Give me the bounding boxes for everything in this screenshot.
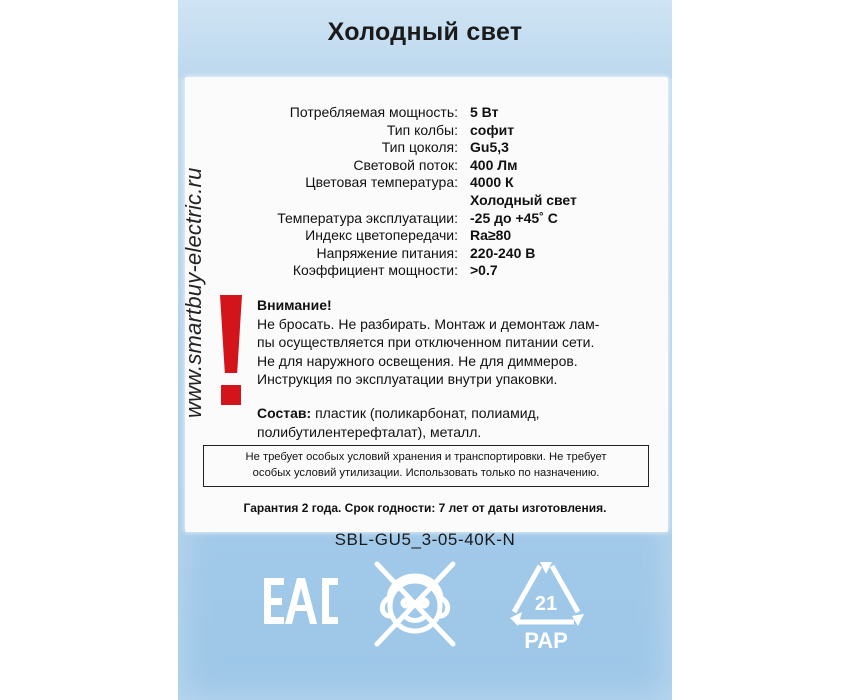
spec-value: софит [470,121,515,138]
storage-note-line-1: Не требует особых условий хранения и транспортировки. Не требует [245,451,607,463]
exclamation-icon [220,295,242,410]
spec-row [200,122,640,140]
composition-text-2: полибутилентерефталат), металл. [257,423,482,440]
spec-label: Индекс цветопередачи: [305,227,458,244]
recycle-pap-icon [500,560,592,654]
spec-label: Потребляемая мощность: [289,104,458,120]
spec-row [200,104,640,122]
spec-value: Ra≥80 [470,227,512,244]
spec-label: Световой поток: [353,156,458,173]
composition-label: Состав: [257,405,312,421]
eac-mark-icon [262,572,340,630]
spec-row [200,157,640,175]
spec-value: 5 Вт [470,104,499,120]
spec-row [200,245,640,263]
warning-line: пы осуществляется при отключенном питании сети. [257,334,595,351]
website-url: www.smartbuy-electric.ru [181,167,206,418]
warning-block [257,296,657,389]
warning-line: Не для наружного освещения. Не для диммеров. [257,352,578,369]
spec-label: Цветовая температура: [305,174,458,191]
not-for-children-icon [367,556,463,652]
warning-line: Не бросать. Не разбирать. Монтаж и демонтаж лам- [257,315,600,332]
spec-value: 4000 К [470,174,514,191]
spec-value: 400 Лм [470,156,518,173]
spec-row [200,210,640,228]
spec-row [200,174,640,192]
warning-title: Внимание! [257,297,332,313]
spec-label: Температура эксплуатации: [277,209,458,226]
spec-value: 220-240 В [470,244,536,261]
product-title: Холодный свет [327,18,523,46]
spec-value: -25 до +45˚ С [470,209,558,226]
spec-value: >0.7 [470,262,498,279]
spec-label: Коэффициент мощности: [292,262,458,279]
spec-label [200,192,470,210]
recycle-code: 21 [534,593,558,615]
spec-value: Gu5,3 [470,139,509,156]
spec-row [200,227,640,245]
spec-label: Тип цоколя: [381,139,458,156]
warning-line: Инструкция по эксплуатации внутри упаковки. [257,371,558,388]
spec-row [200,192,640,210]
spec-label: Тип колбы: [386,121,458,138]
specs-table [200,104,640,280]
storage-note [203,445,649,487]
composition-block [257,404,657,441]
recycle-label: PAP [524,628,568,653]
guarantee-text: Гарантия 2 года. Срок годности: 7 лет от даты изготовления. [243,501,607,515]
composition-text: пластик (поликарбонат, полиамид, [311,405,540,421]
model-number: SBL-GU5_3-05-40K-N [334,530,516,549]
spec-row [200,262,640,280]
spec-row [200,139,640,157]
spec-value: Холодный свет [470,191,577,208]
storage-note-line-2: особых условий утилизации. Использовать только по назначению. [252,466,600,479]
spec-label: Напряжение питания: [316,244,458,261]
